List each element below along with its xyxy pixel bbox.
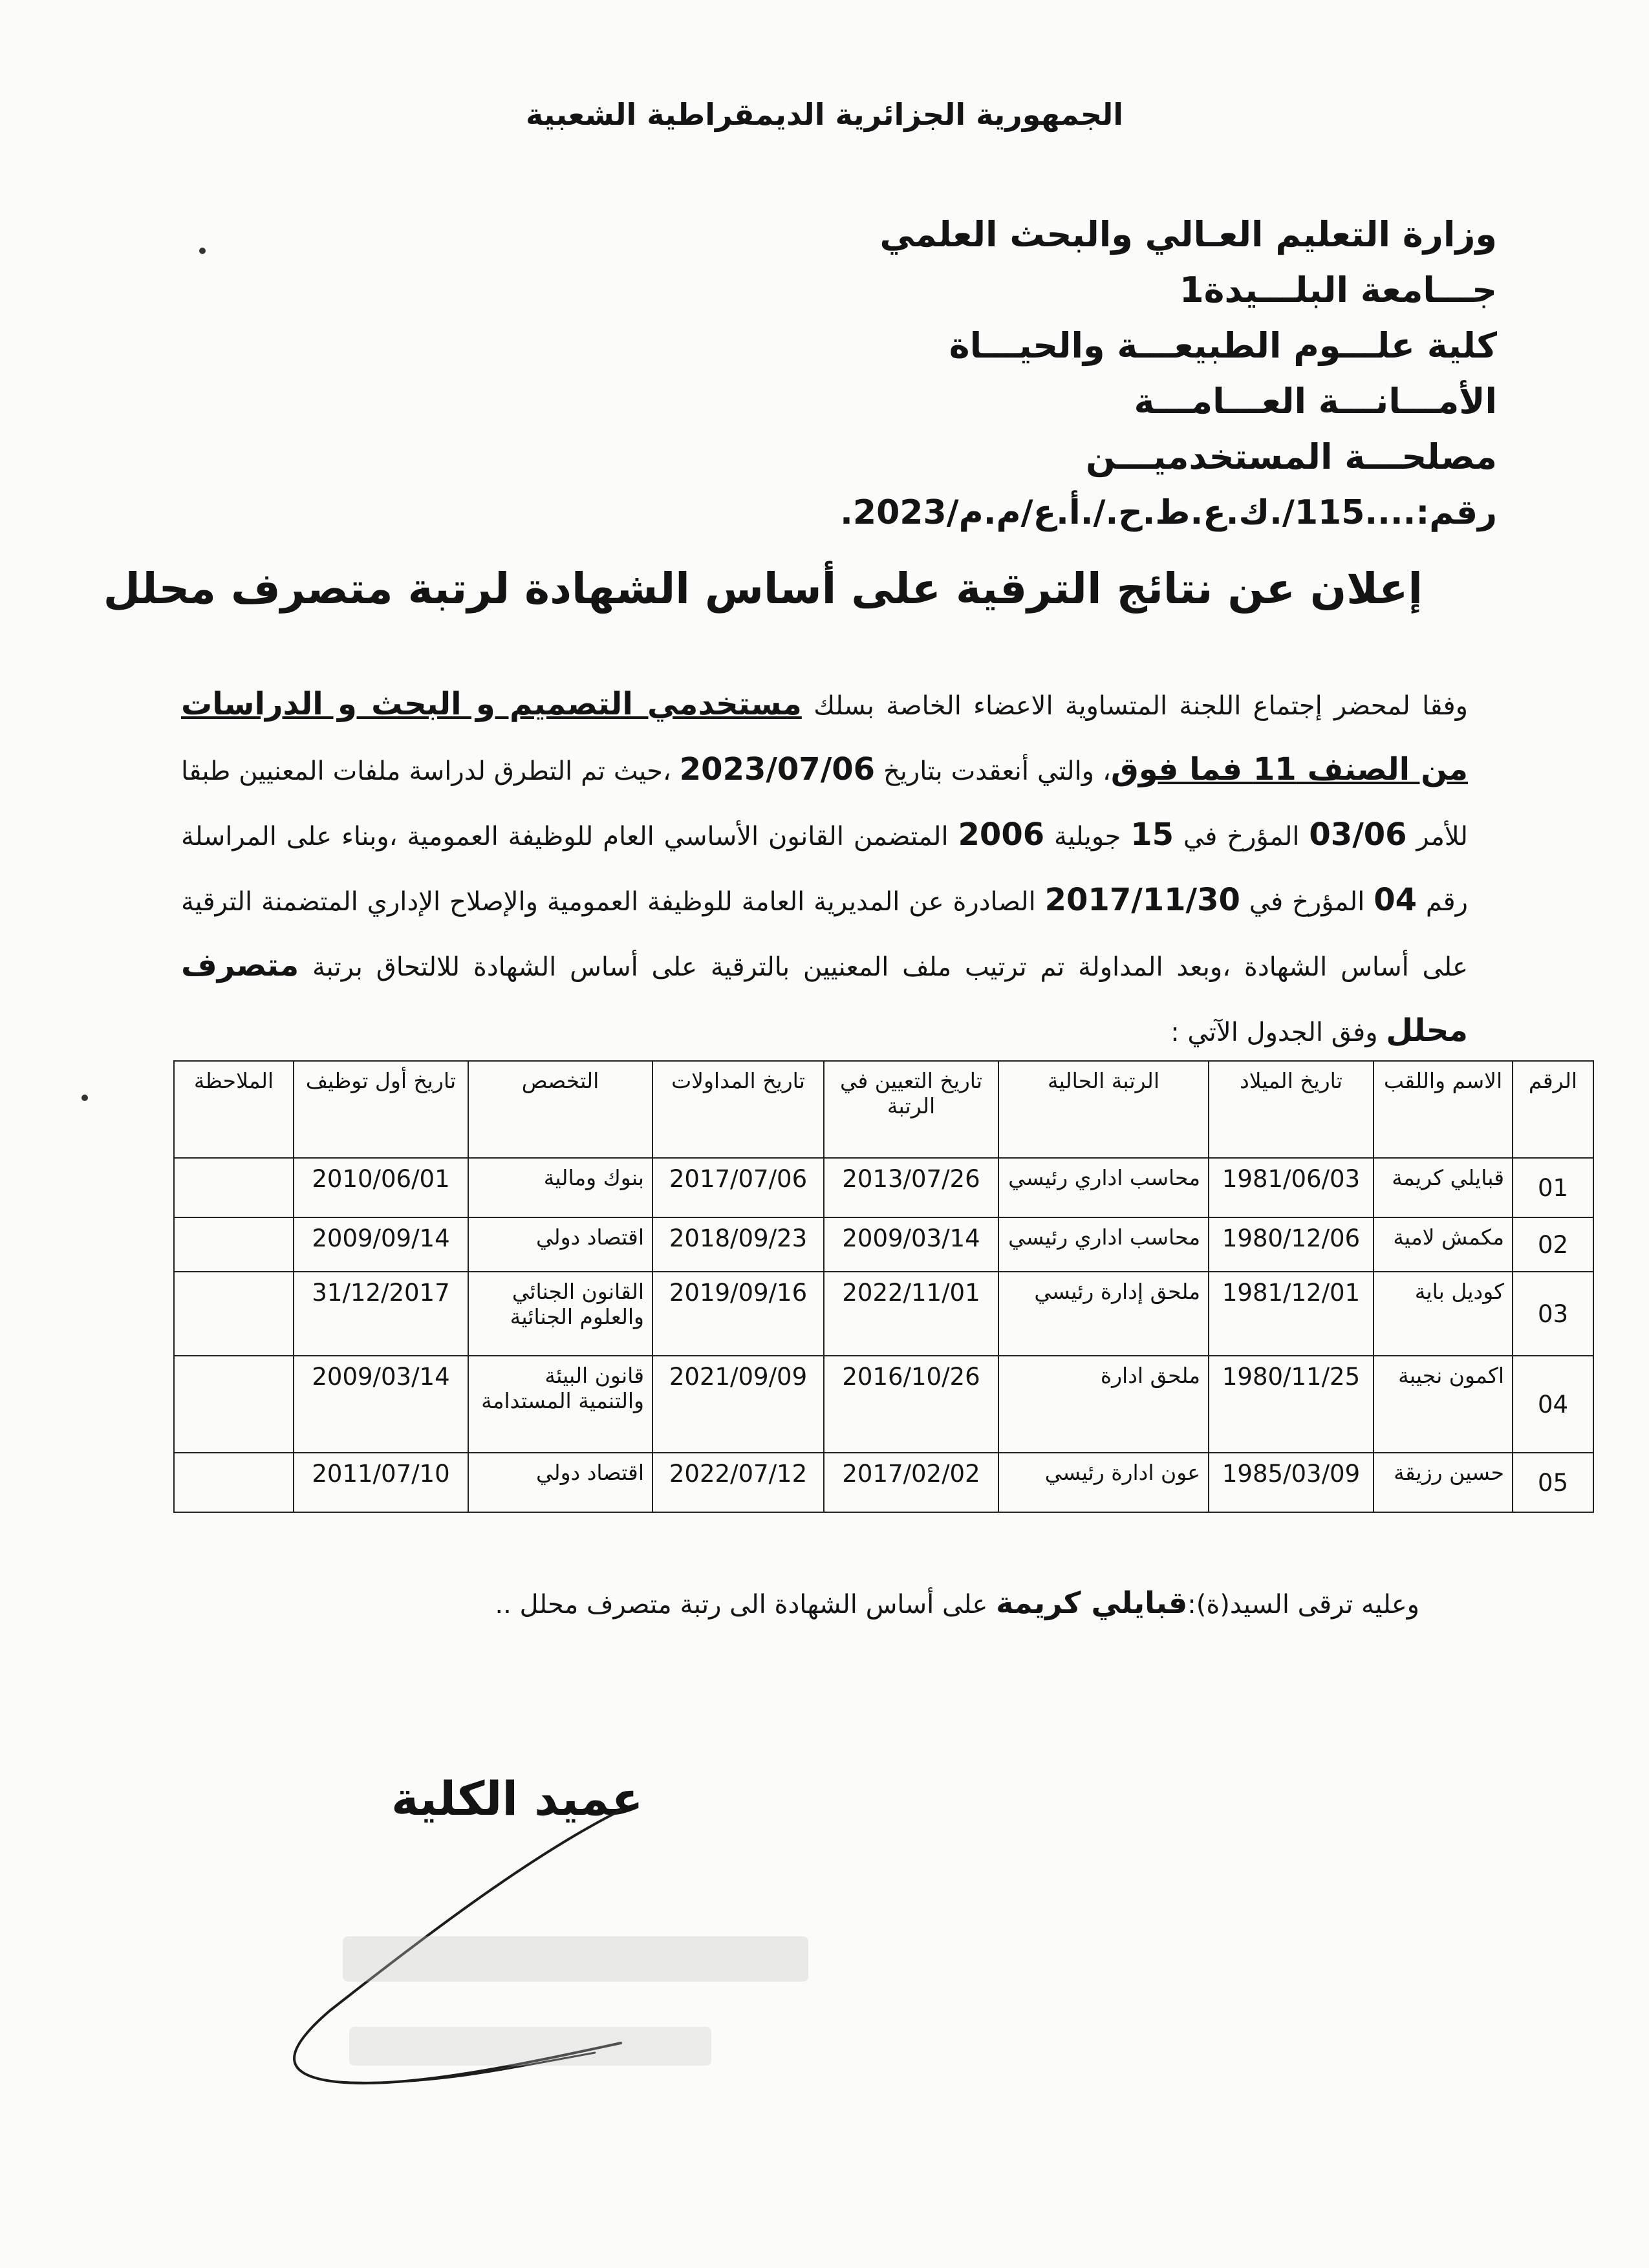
specialty: اقتصاد دولي — [468, 1217, 652, 1272]
appointment-date: 2022/11/01 — [824, 1272, 998, 1356]
note — [174, 1356, 294, 1453]
deliberation-date: 2021/09/09 — [652, 1356, 824, 1453]
specialty: القانون الجنائي والعلوم الجنائية — [468, 1272, 652, 1356]
column-header: تاريخ التعيين في الرتبة — [824, 1061, 998, 1158]
deliberation-date: 2017/07/06 — [652, 1158, 824, 1217]
current-grade: ملحق ادارة — [998, 1356, 1209, 1453]
ordinance-year: 2006 — [958, 817, 1045, 853]
conclusion-prefix: وعليه ترقى السيد(ة): — [1187, 1590, 1419, 1620]
table-header-row — [174, 1061, 1593, 1158]
university-line: جـــامعة البلـــيدة1 — [1180, 270, 1497, 310]
ministry-line: وزارة التعليم العـالي والبحث العلمي — [879, 214, 1497, 255]
appointment-date: 2016/10/26 — [824, 1356, 998, 1453]
body-text: المتضمن القانون الأساسي العام للوظيفة العمومية ،وبناء على المراسلة رقم — [181, 822, 1468, 917]
specialty: بنوك ومالية — [468, 1158, 652, 1217]
column-header: تاريخ المداولات — [652, 1061, 824, 1158]
appointment-date: 2013/07/26 — [824, 1158, 998, 1217]
announcement-title: إعلان عن نتائج الترقية على أساس الشهادة لرتبة متصرف محلل — [103, 564, 1423, 614]
birth-date: 1981/12/01 — [1209, 1272, 1374, 1356]
first-hire-date: 31/12/2017 — [294, 1272, 468, 1356]
note — [174, 1158, 294, 1217]
column-header: الملاحظة — [174, 1061, 294, 1158]
ordinance-day: 15 — [1130, 817, 1174, 853]
deliberation-date: 2018/09/23 — [652, 1217, 824, 1272]
row-number: 04 — [1513, 1356, 1593, 1453]
dean-title: عميد الكلية — [391, 1771, 643, 1826]
body-text: وفق الجدول الآتي : — [1170, 1018, 1386, 1047]
appointment-date: 2009/03/14 — [824, 1217, 998, 1272]
secretariat-line: الأمـــانـــة العـــامـــة — [1134, 381, 1497, 422]
service-line: مصلحـــة المستخدميـــن — [1085, 436, 1497, 477]
specialty: اقتصاد دولي — [468, 1453, 652, 1512]
scan-speck — [199, 248, 206, 254]
letter-date: 2017/11/30 — [1044, 882, 1240, 918]
specialty: قانون البيئة والتنمية المستدامة — [468, 1356, 652, 1453]
current-grade: عون ادارة رئيسي — [998, 1453, 1209, 1512]
body-text: ،حيث تم التطرق لدراسة ملفات المعنيين طبقا للأمر — [181, 756, 1468, 851]
deliberation-date: 2019/09/16 — [652, 1272, 824, 1356]
meeting-date: 2023/07/06 — [679, 751, 876, 787]
current-grade: ملحق إدارة رئيسي — [998, 1272, 1209, 1356]
institution-header — [840, 207, 1497, 540]
column-header: التخصص — [468, 1061, 652, 1158]
employee-name: مكمش لامية — [1374, 1217, 1513, 1272]
body-text: الصادرة عن المديرية العامة للوظيفة العمومية والإصلاح الإداري المتضمنة الترقية على أساس الشهادة ،وبعد المداولة تم ترتيب ملف المعنيين بالترقية على أساس الشهادة للالتحاق برتبة — [181, 887, 1468, 982]
table-row — [174, 1453, 1593, 1512]
table-row — [174, 1217, 1593, 1272]
conclusion-line — [495, 1585, 1419, 1620]
deliberation-date: 2022/07/12 — [652, 1453, 824, 1512]
first-hire-date: 2010/06/01 — [294, 1158, 468, 1217]
column-header: الرتبة الحالية — [998, 1061, 1209, 1158]
appointment-date: 2017/02/02 — [824, 1453, 998, 1512]
stamp-text-band — [349, 2027, 711, 2066]
row-number: 01 — [1513, 1158, 1593, 1217]
faculty-line: كلية علـــوم الطبيعـــة والحيـــاة — [949, 325, 1497, 366]
row-number: 05 — [1513, 1453, 1593, 1512]
letter-number: 04 — [1374, 882, 1417, 918]
first-hire-date: 2009/09/14 — [294, 1217, 468, 1272]
first-hire-date: 2011/07/10 — [294, 1453, 468, 1512]
table-row — [174, 1356, 1593, 1453]
row-number: 02 — [1513, 1217, 1593, 1272]
column-header: تاريخ الميلاد — [1209, 1061, 1374, 1158]
scan-speck — [81, 1095, 88, 1101]
republic-heading: الجمهورية الجزائرية الديمقراطية الشعبية — [525, 97, 1124, 132]
birth-date: 1980/11/25 — [1209, 1356, 1374, 1453]
birth-date: 1985/03/09 — [1209, 1453, 1374, 1512]
birth-date: 1981/06/03 — [1209, 1158, 1374, 1217]
column-header: الرقم — [1513, 1061, 1593, 1158]
table-row — [174, 1158, 1593, 1217]
row-number: 03 — [1513, 1272, 1593, 1356]
ordinance-number: 03/06 — [1309, 817, 1407, 853]
conclusion-suffix: على أساس الشهادة الى رتبة متصرف محلل .. — [495, 1590, 997, 1620]
body-text: وفقا لمحضر إجتماع اللجنة المتساوية الاعضاء الخاصة بسلك — [801, 691, 1468, 721]
column-header: الاسم واللقب — [1374, 1061, 1513, 1158]
results-table — [173, 1060, 1594, 1513]
table-row — [174, 1272, 1593, 1356]
employee-name: كوديل باية — [1374, 1272, 1513, 1356]
body-text: جويلية — [1044, 822, 1131, 851]
first-hire-date: 2009/03/14 — [294, 1356, 468, 1453]
column-header: تاريخ أول توظيف — [294, 1061, 468, 1158]
birth-date: 1980/12/06 — [1209, 1217, 1374, 1272]
note — [174, 1453, 294, 1512]
corps-name: مستخدمي التصميم و البحث و الدراسات من الصنف 11 فما فوق — [181, 686, 1469, 787]
promoted-employee-name: قبايلي كريمة — [996, 1585, 1188, 1620]
current-grade: محاسب اداري رئيسي — [998, 1158, 1209, 1217]
note — [174, 1217, 294, 1272]
current-grade: محاسب اداري رئيسي — [998, 1217, 1209, 1272]
employee-name: قبايلي كريمة — [1374, 1158, 1513, 1217]
announcement-body — [181, 672, 1468, 1064]
note — [174, 1272, 294, 1356]
employee-name: حسين رزيقة — [1374, 1453, 1513, 1512]
faculty-stamp-image — [272, 1930, 854, 2098]
stamp-text-band — [343, 1936, 808, 1982]
body-text: المؤرخ في — [1174, 822, 1310, 851]
target-grade: متصرف محلل — [181, 947, 1468, 1049]
reference-number: رقم:....115/.ك.ع.ط.ح./.أ.ع/م.م/2023. — [840, 493, 1497, 532]
body-text: ، والتي أنعقدت بتاريخ — [875, 756, 1111, 786]
employee-name: اكمون نجيبة — [1374, 1356, 1513, 1453]
body-text: المؤرخ في — [1240, 887, 1374, 917]
